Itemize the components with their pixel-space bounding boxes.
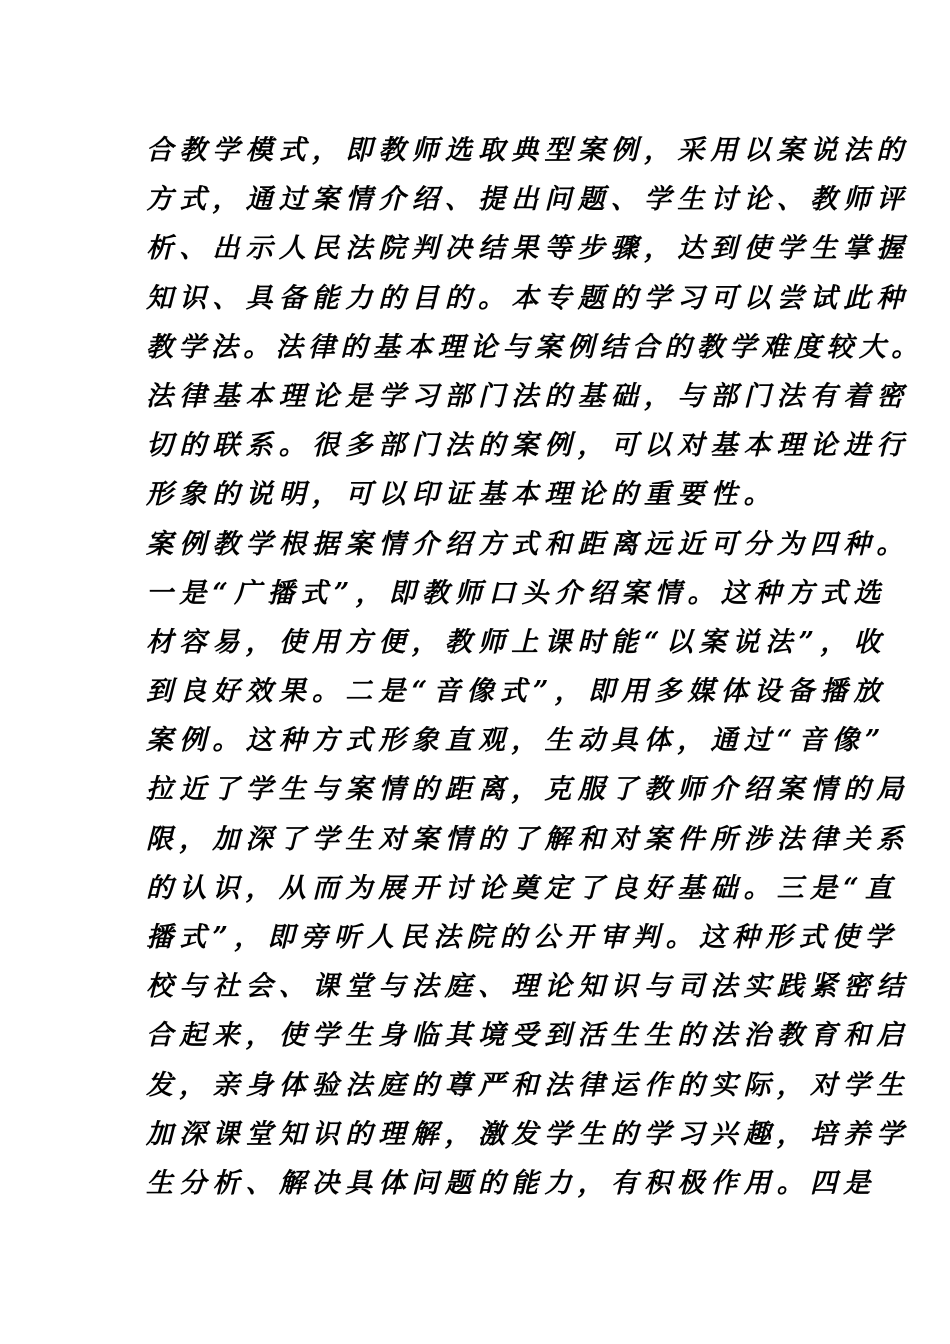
text-line: 的认识，从而为展开讨论奠定了良好基础。三是“直	[146, 872, 899, 904]
text-line: 到良好效果。二是“音像式”，即用多媒体设备播放	[146, 676, 887, 708]
text-line: 教学法。法律的基本理论与案例结合的教学难度较大。	[146, 331, 924, 363]
text-line: 限，加深了学生对案情的了解和对案件所涉法律关系	[146, 823, 910, 855]
text-line: 合起来，使学生身临其境受到活生生的法治教育和启	[146, 1020, 910, 1052]
text-line: 切的联系。很多部门法的案例，可以对基本理论进行	[146, 430, 910, 462]
text-line: 材容易，使用方便，教师上课时能“以案说法”，收	[146, 626, 887, 658]
text-line: 方式，通过案情介绍、提出问题、学生讨论、教师评	[146, 184, 910, 216]
text-line: 播式”，即旁听人民法院的公开审判。这种形式使学	[146, 922, 899, 953]
text-line: 拉近了学生与案情的距离，克服了教师介绍案情的局	[146, 774, 910, 806]
text-line: 案例教学根据案情介绍方式和距离远近可分为四种。	[146, 528, 910, 560]
text-line: 合教学模式，即教师选取典型案例，采用以案说法的	[146, 135, 910, 166]
text-line: 法律基本理论是学习部门法的基础，与部门法有着密	[146, 380, 910, 412]
body-text	[146, 126, 924, 1208]
text-line: 析、出示人民法院判决结果等步骤，达到使学生掌握	[146, 233, 910, 265]
text-line: 案例。这种方式形象直观，生动具体，通过“音像”	[146, 725, 887, 757]
text-line: 校与社会、课堂与法庭、理论知识与司法实践紧密结	[146, 971, 910, 1003]
text-line: 发，亲身体验法庭的尊严和法律运作的实际，对学生	[146, 1069, 910, 1101]
text-line: 形象的说明，可以印证基本理论的重要性。	[146, 479, 777, 511]
text-line: 一是“广播式”，即教师口头介绍案情。这种方式选	[146, 577, 887, 609]
text-line: 知识、具备能力的目的。本专题的学习可以尝试此种	[146, 282, 910, 314]
text-line: 生分析、解决具体问题的能力，有积极作用。四是	[146, 1167, 877, 1199]
text-line: 加深课堂知识的理解，激发学生的学习兴趣，培养学	[146, 1118, 910, 1150]
